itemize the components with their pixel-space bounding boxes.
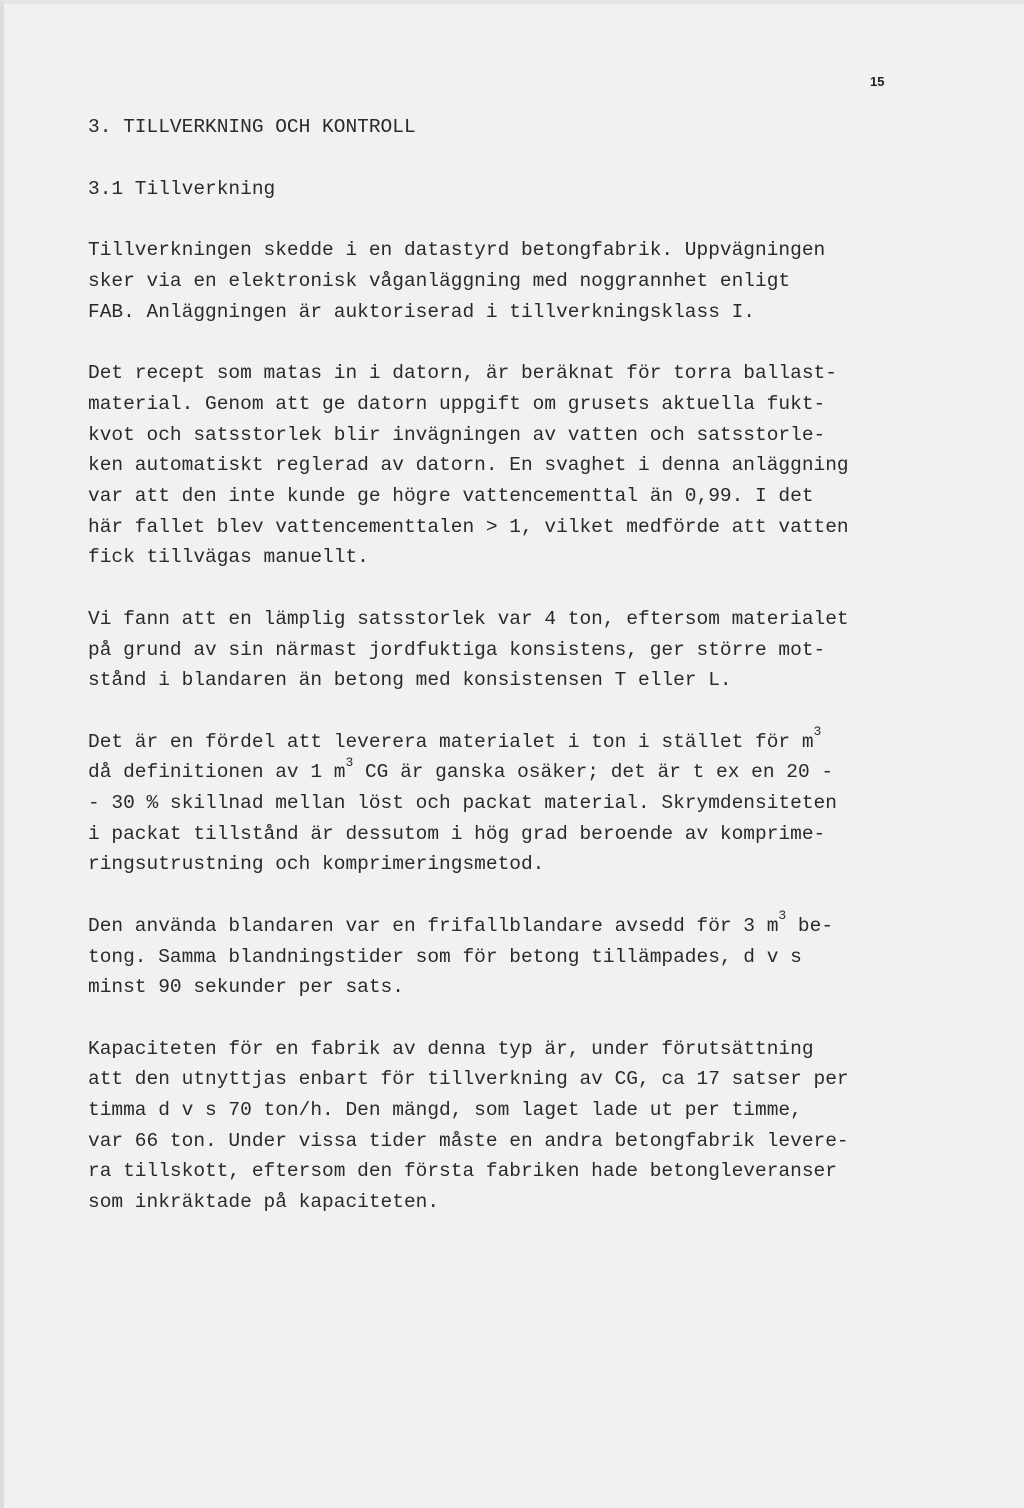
superscript: 3: [778, 908, 787, 924]
text-line: att den utnyttjas enbart för tillverkning av CG, ca 17 satser per: [88, 1068, 849, 1091]
superscript: 3: [813, 724, 822, 740]
text-segment: Den använda blandaren var en frifallblandare avsedd för 3 m: [88, 914, 779, 937]
text-line: Kapaciteten för en fabrik av denna typ är, under förutsättning: [88, 1037, 814, 1060]
text-line: - 30 % skillnad mellan löst och packat material. Skrymdensiteten: [88, 792, 837, 815]
superscript: 3: [345, 754, 354, 770]
text-line: som inkräktade på kapaciteten.: [88, 1191, 440, 1214]
text-line: ra tillskott, eftersom den första fabriken hade betongleveranser: [88, 1160, 837, 1183]
text-segment: då definitionen av 1 m: [88, 761, 346, 784]
text-line: Vi fann att en lämplig satsstorlek var 4 ton, eftersom materialet: [88, 607, 849, 630]
text-line: [88, 908, 908, 942]
text-line: tong. Samma blandningstider som för betong tillämpades, d v s: [88, 945, 802, 968]
text-line: material. Genom att ge datorn uppgift om grusets aktuella fukt-: [88, 392, 826, 415]
text-line: ringsutrustning och komprimeringsmetod.: [88, 853, 545, 876]
text-line: var att den inte kunde ge högre vattencementtal än 0,99. I det: [88, 485, 814, 508]
text-line: ken automatiskt reglerad av datorn. En svaghet i denna anläggning: [88, 454, 849, 477]
text-line: här fallet blev vattencementtalen > 1, vilket medförde att vatten: [88, 515, 849, 538]
text-line: fick tillvägas manuellt.: [88, 546, 369, 569]
text-line: Det recept som matas in i datorn, är beräknat för torra ballast-: [88, 362, 837, 385]
text-line: var 66 ton. Under vissa tider måste en andra betongfabrik levere-: [88, 1129, 849, 1152]
text-line: timma d v s 70 ton/h. Den mängd, som laget lade ut per timme,: [88, 1099, 802, 1122]
text-line: Tillverkningen skedde i en datastyrd betongfabrik. Uppvägningen: [88, 239, 826, 262]
text-segment: Det är en fördel att leverera materialet i ton i stället för m: [88, 730, 814, 753]
text-segment: CG är ganska osäker; det är t ex en 20 -: [353, 761, 834, 784]
text-segment: be-: [786, 914, 834, 937]
page-number: 15: [870, 74, 885, 89]
text-line: minst 90 sekunder per sats.: [88, 976, 404, 999]
paragraph-recipe: [88, 358, 908, 573]
text-line: stånd i blandaren än betong med konsistensen T eller L.: [88, 669, 732, 692]
text-line: [88, 754, 908, 788]
text-line: på grund av sin närmast jordfuktiga konsistens, ger större mot-: [88, 638, 826, 661]
text-line: kvot och satsstorlek blir invägningen av vatten och satsstorle-: [88, 423, 826, 446]
text-line: [88, 724, 908, 758]
text-line: sker via en elektronisk våganläggning med noggrannhet enligt: [88, 270, 791, 293]
text-line: i packat tillstånd är dessutom i hög grad beroende av komprime-: [88, 822, 826, 845]
paragraph-mixer: [88, 908, 908, 1003]
paragraph-capacity: [88, 1034, 908, 1218]
paragraph-manufacturing: [88, 235, 908, 327]
subsection-heading: 3.1 Tillverkning: [88, 177, 276, 200]
section-heading: 3. TILLVERKNING OCH KONTROLL: [88, 116, 416, 138]
paragraph-batch-size: [88, 604, 908, 696]
document-body: [88, 112, 908, 1249]
paragraph-delivery-units: [88, 724, 908, 881]
text-line: FAB. Anläggningen är auktoriserad i tillverkningsklass I.: [88, 300, 756, 323]
